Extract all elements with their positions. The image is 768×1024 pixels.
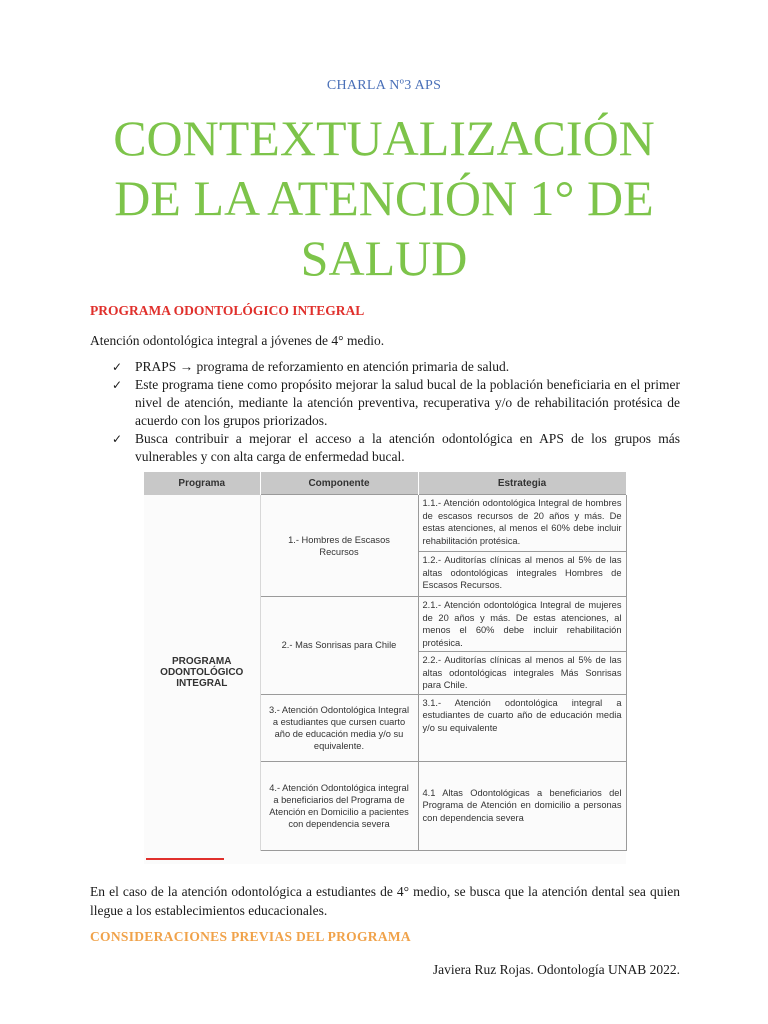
list-item [90, 358, 680, 376]
strategy-cell: 2.2.- Auditorías clínicas al menos al 5% de las altas odontológicas integrales Más Sonrisas para Chile. [418, 652, 626, 695]
strategy-cell: 1.2.- Auditorías clínicas al menos al 5% de las altas odontológicas integrales Hombres de Escasos Recursos. [418, 552, 626, 597]
header-estrategia: Estrategia [418, 472, 626, 495]
intro-text: Atención odontológica integral a jóvenes de 4° medio. [90, 333, 385, 348]
document-subtitle: CHARLA Nº3 APS [326, 78, 442, 93]
section-heading-programa: PROGRAMA ODONTOLÓGICO INTEGRAL [90, 303, 365, 318]
table-row [144, 495, 626, 552]
bullet-text: PRAPS → programa de reforzamiento en atención primaria de salud. [135, 359, 510, 374]
title-line-1: CONTEXTUALIZACIÓN [113, 110, 655, 166]
title-line-2: DE LA ATENCIÓN 1° DE [114, 170, 654, 226]
header-componente: Componente [260, 472, 418, 495]
table-header-row [144, 472, 626, 495]
component-cell: 3.- Atención Odontológica Integral a estudiantes que cursen cuarto año de educación media y/o su equivalente. [260, 694, 418, 761]
list-item [90, 376, 680, 430]
closing-paragraph: En el caso de la atención odontológica a estudiantes de 4° medio, se busca que la atención dental sea quien llegue a los establecimientos educacionales. [90, 884, 680, 918]
checkmark-icon: ✓ [112, 378, 123, 392]
program-name-cell: PROGRAMA ODONTOLÓGICO INTEGRAL [144, 495, 260, 851]
bullet-list [90, 358, 680, 466]
strategy-cell: 3.1.- Atención odontológica integral a estudiantes de cuarto año de educación media y/o su equivalente [418, 694, 626, 761]
strategy-cell: 4.1 Altas Odontológicas a beneficiarios del Programa de Atención en domicilio a personas con dependencia severa [418, 761, 626, 850]
header-programa: Programa [144, 472, 260, 495]
document-title [60, 108, 708, 288]
component-cell: 2.- Mas Sonrisas para Chile [260, 597, 418, 695]
bullet-text: Busca contribuir a mejorar el acceso a la atención odontológica en APS de los grupos más vulnerables y con alta carga de enfermedad bucal. [135, 431, 680, 464]
strategy-cell: 1.1.- Atención odontológica Integral de hombres de escasos recursos de 20 años y más. De estas atenciones, al menos el 60% debe incluir rehabilitación protésica. [418, 495, 626, 552]
red-underline-divider [146, 858, 224, 860]
bullet-text: Este programa tiene como propósito mejorar la salud bucal de la población beneficiaria en el primer nivel de atención, mediante la atención preventiva, recuperativa y/o de rehabilitación protésica de acuerdo con los grupos priorizados. [135, 377, 680, 428]
checkmark-icon: ✓ [112, 360, 123, 374]
program-table [144, 472, 627, 851]
title-line-3: SALUD [300, 230, 468, 286]
component-cell: 4.- Atención Odontológica integral a beneficiarios del Programa de Atención en Domicilio a pacientes con dependencia severa [260, 761, 418, 850]
section-heading-consideraciones: CONSIDERACIONES PREVIAS DEL PROGRAMA [90, 929, 411, 944]
list-item [90, 430, 680, 466]
checkmark-icon: ✓ [112, 432, 123, 446]
strategy-cell: 2.1.- Atención odontológica Integral de mujeres de 20 años y más. De estas atenciones, al menos el 60% debe incluir rehabilitación protésica. [418, 597, 626, 652]
footer-author: Javiera Ruz Rojas. Odontología UNAB 2022. [432, 962, 680, 977]
program-table-figure [144, 472, 626, 864]
component-cell: 1.- Hombres de Escasos Recursos [260, 495, 418, 597]
